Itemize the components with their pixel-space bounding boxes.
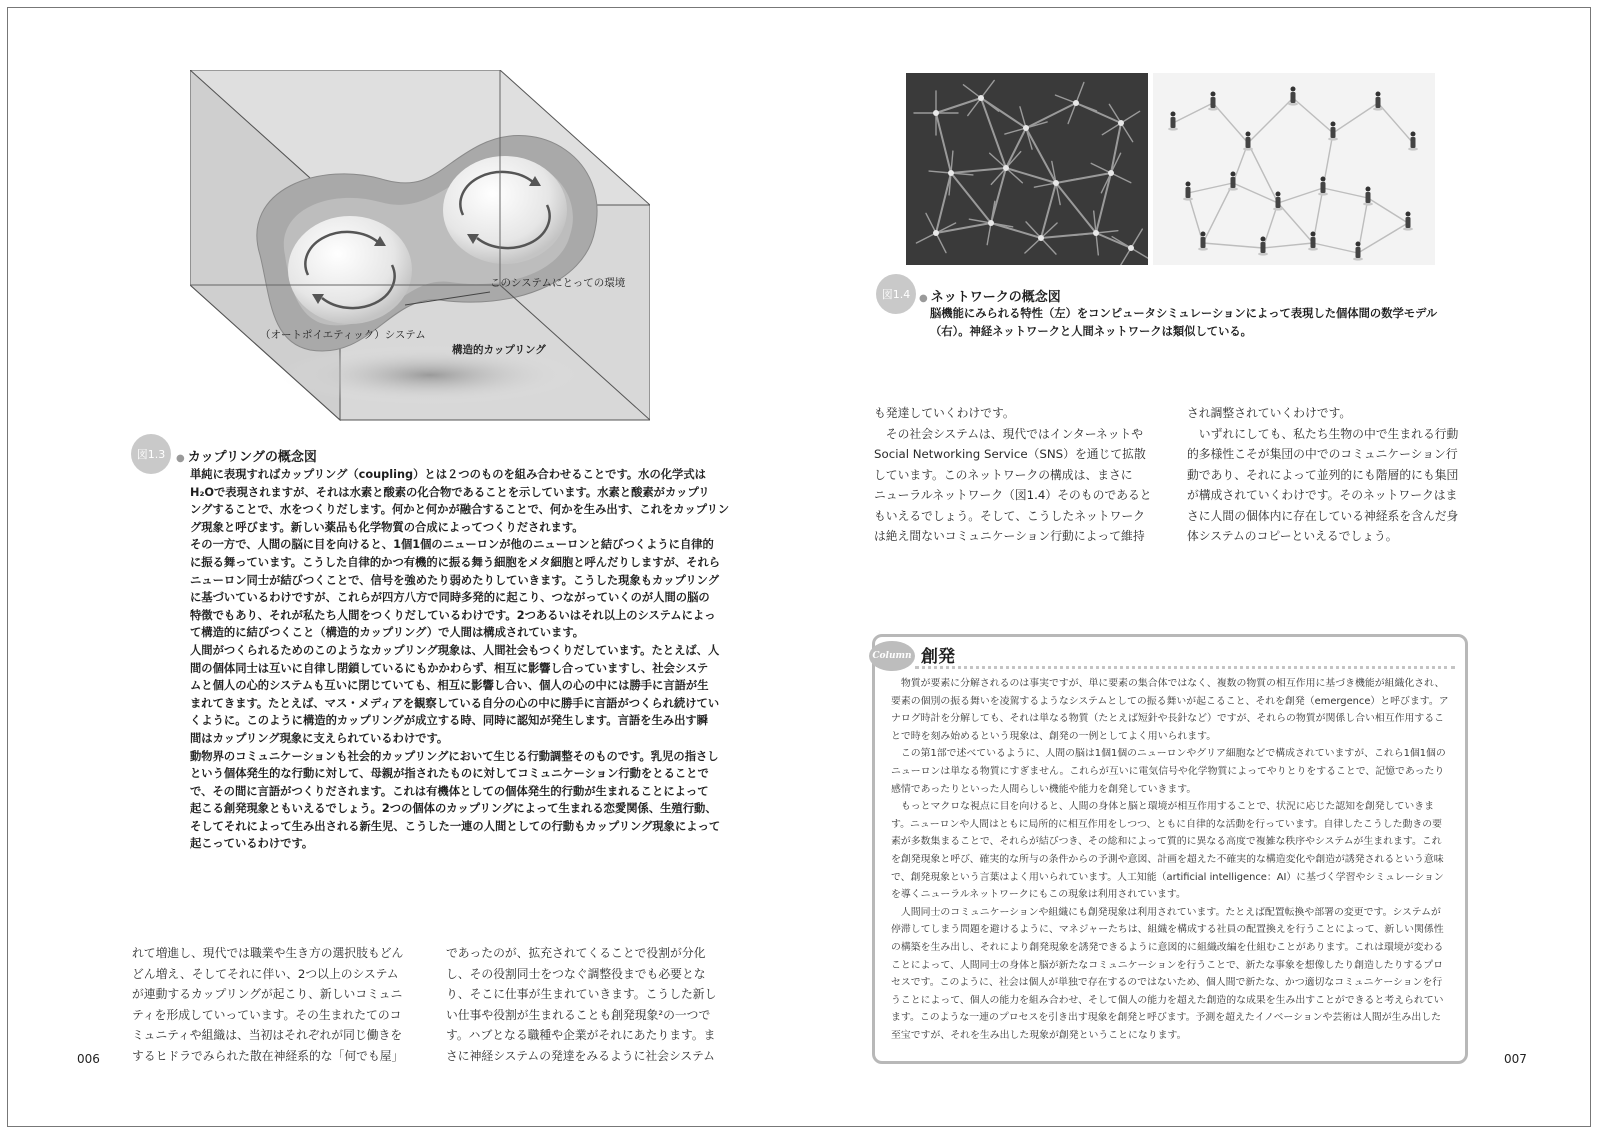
- body-line: ティを形成していっています。その生まれたてのコ: [132, 1007, 402, 1022]
- caption-line: で、その間に言語がつくりだされます。これは有機体としての個体発生的行動が生まれることによって: [190, 784, 709, 798]
- caption-line: 間の個体同士は互いに自律し閉鎖しているにもかかわらず、相互に影響し合っていますし、社会システ: [190, 661, 709, 675]
- figure-caption: [930, 305, 1490, 340]
- column-paragraph: 人間同士のコミュニケーションや組織にも創発現象は利用されています。たとえば配置転換や部署の変更です。システムが停滞してしまう問題を避けるように、マネジャーたちは、組織を構成する社員の配置換えを行うことによって、新しい関係性の構築を生み出し、それにより創発現象を誘発できるように意図的に組織改編を仕組むことがあります。これは環境が変わることによって、人間同士の身体と脳が新たなコミュニケーションを行うことで、新たな事象を想像したり創造したりするプロセスです。このように、社会は個人が単独で存在するのではないため、個人間で新たな、かつ適切なコミュニケーションを行うことによって、個人の能力を組み合わせ、そして個人の能力を超えた創造的な成果を生み出すことができると考えられています。このような一連のプロセスを引き出す現象を創発と呼びます。予測を超えたイノベーションや芸術は人間が生み出した至宝ですが、それを生み出した現象が創発ということになります。: [891, 906, 1444, 1041]
- caption-line: 間はカップリング現象に支えられているわけです。: [190, 731, 449, 745]
- figure-badge: 図1.4: [876, 274, 916, 314]
- caption-line: 起こる創発現象ともいえるでしょう。2つの個体のカップリングによって生まれる恋愛関係、生殖行動、: [190, 802, 717, 816]
- column-paragraph: この第1部で述べているように、人間の脳は1個1個のニューロンやグリア細胞などで構成されていますが、これら1個1個のニューロンは単なる物質にすぎません。これらが互いに電気信号や化学物質によってやりとりをすることで、記憶であったり感情であったりといった人間らしい機能や能力を創発していきます。: [891, 748, 1446, 795]
- label-environment: このシステムにとっての環境: [490, 277, 626, 289]
- caption-line: （右）。神経ネットワークと人間ネットワークは類似している。: [930, 324, 1252, 338]
- caption-line: そしてそれによって生み出される新生児、こうした一連の人間としての行動もカップリング現象によって: [190, 819, 721, 833]
- caption-line: という個体発生的な行動に対して、母親が指されたものに対してコミュニケーション行動をとることで: [190, 767, 709, 781]
- caption-line: その一方で、人間の脳に目を向けると、1個1個のニューロンが他のニューロンと結びつくように自律的: [190, 538, 714, 552]
- figure-title: ● ネットワークの概念図: [919, 286, 1061, 305]
- body-line: しています。このネットワークの構成は、まさに: [874, 467, 1133, 482]
- body-line: Social Networking Service（SNS）を通じて拡散: [874, 447, 1146, 461]
- body-column-left-1: [132, 943, 422, 1066]
- caption-line: ングすることで、水をつくりだします。何かと何かが融合することで、何かを生み出す、これをカップリン: [190, 503, 730, 517]
- body-line: その社会システムは、現代ではインターネットや: [874, 426, 1144, 441]
- caption-line: グ現象と呼びます。新しい薬品も化学物質の合成によってつくりだされます。: [190, 520, 584, 534]
- body-column-left-2: [446, 943, 736, 1066]
- page-number-right: 007: [1504, 1052, 1527, 1066]
- body-line: 的多様性こそが集団の中でのコミュニケーション行: [1187, 447, 1458, 461]
- body-line: 体システムのコピーといえるでしょう。: [1187, 529, 1398, 543]
- body-line: するヒドラでみられた散在神経系的な「何でも屋」: [132, 1048, 404, 1063]
- body-line: いずれにしても、私たち生物の中で生まれる行動: [1187, 426, 1459, 441]
- body-line: さに神経システムの発達をみるように社会システム: [446, 1048, 715, 1063]
- caption-line: まれてきます。たとえば、マス・メディアを観察している自分の心の中に勝手に言語がつくられ続けてい: [190, 696, 720, 710]
- caption-line: H₂Oで表現されますが、それは水素と酸素の化合物であることを示しています。水素と酸素がカップリ: [190, 485, 710, 499]
- column-title: 創発: [921, 647, 955, 667]
- column-paragraph: もっとマクロな視点に目を向けると、人間の身体と脳と環境が相互作用することで、状況に応じた認知を創発していきます。ニューロンや人間はともに局所的に相互作用をしつつ、ともに自律的な活動を行っています。自律したこうした動きの要素が多数集まることで、それらが結びつき、その総和によって質的に異なる高度で複雑な秩序やシステムが生まれます。これを創発現象と呼び、確実的な所与の条件からの予測や意図、計画を超えた不確実的な構造変化や創造が誘発されるという意味で、創発現象という言葉はよく用いられています。人工知能（artificial intelligence：AI）に基づく学習やシミュレーションを導くニューラルネットワークにもこの現象は利用されています。: [891, 801, 1444, 901]
- body-line: され調整されていくわけです。: [1187, 406, 1352, 420]
- body-line: は絶え間ないコミュニケーション行動によって維持: [874, 529, 1145, 543]
- body-line: す。ハブとなる職種や企業がそれにあたります。ま: [446, 1028, 716, 1042]
- figure-badge: 図1.3: [131, 434, 171, 474]
- body-line: れて増進し、現代では職業や生き方の選択肢もどん: [132, 946, 404, 960]
- body-line: 動であり、それによって並列的にも階層的にも集団: [1187, 467, 1459, 482]
- neural-network-image: [906, 73, 1148, 265]
- column-divider: [915, 666, 1455, 669]
- body-line: ミュニティや組織は、当初はそれぞれが同じ働きを: [132, 1028, 403, 1042]
- caption-line: ムと個人の心的システムも互いに閉じていても、相互に影響し合い、個人の心の中には勝手に言語が生: [190, 679, 709, 693]
- body-line: さに人間の個体内に存在している神経系を含んだ身: [1187, 508, 1459, 523]
- column-body: [891, 675, 1449, 1044]
- body-line: もいえるでしょう。そして、こうしたネットワーク: [874, 508, 1145, 523]
- body-line: が連動するカップリングが起こり、新しいコミュニ: [132, 987, 403, 1001]
- caption-line: 脳機能にみられる特性（左）をコンピュータシミュレーションによって表現した個体間の数学モデル: [930, 307, 1438, 320]
- body-line: し、その役割同士をつなぐ調整役までも必要とな: [446, 966, 706, 981]
- column-paragraph: 物質が要素に分解されるのは事実ですが、単に要素の集合体ではなく、複数の物質の相互作用に基づき機能が組織化され、要素の個別の振る舞いを凌駕するようなシステムとしての振る舞いが起こること、それを創発（emergence）と呼びます。アナログ時計を分解しても、それは単なる物質（たとえば短針や長針など）ですが、それらの物質が関係し合い相互作用することで時を刻み始めるという現象は、創発の一例としてよく用いられます。: [891, 678, 1449, 742]
- caption-line: くように。このように構造的カップリングが成立する時、同時に認知が発生します。言語を生み出す瞬: [190, 714, 708, 728]
- caption-line: て構造的に結びつくこと（構造的カップリング）で人間は構成されています。: [190, 626, 585, 640]
- body-column-right-1: [874, 403, 1174, 547]
- label-coupling: 構造的カップリング: [452, 344, 546, 356]
- body-line: が構成されていくわけです。そのネットワークはま: [1187, 488, 1458, 502]
- column-box: [872, 634, 1468, 1064]
- body-line: ニューラルネットワーク（図1.4）そのものであると: [874, 488, 1152, 502]
- caption-line: 起こっているわけです。: [190, 837, 314, 851]
- caption-line: 人間がつくられるためのこのようなカップリング現象は、人間社会もつくりだしています。たとえば、人: [190, 643, 720, 657]
- body-column-right-2: [1187, 403, 1487, 547]
- label-system: （オートポイエティック）システム: [260, 329, 426, 341]
- page-number-left: 006: [77, 1052, 100, 1066]
- figure-title: ● カップリングの概念図: [176, 446, 317, 465]
- body-line: い仕事や役割が生まれることも創発現象²の一つで: [446, 1007, 711, 1022]
- caption-line: に基づいているわけですが、これらが四方八方で同時多発的に起こり、つながっていくのが人間の脳の: [190, 591, 710, 605]
- figure-caption: [190, 466, 730, 853]
- caption-line: に振る舞っています。こうした自律的かつ有機的に振る舞う細胞をメタ細胞と呼んだりしますが、それら: [190, 555, 721, 569]
- column-badge: Column: [869, 641, 915, 671]
- body-line: も発達していくわけです。: [874, 406, 1015, 420]
- body-line: り、そこに仕事が生まれていきます。こうした新し: [446, 987, 717, 1001]
- caption-line: ニューロン同士が結びつくことで、信号を強めたり弱めたりしていきます。こうした現象もカップリング: [190, 573, 720, 587]
- caption-line: 特徴でもあり、それが私たち人間をつくりだしているわけです。2つあるいはそれ以上のシステムによっ: [190, 608, 716, 622]
- body-line: どん増え、そしてそれに伴い、2つ以上のシステム: [132, 966, 399, 981]
- coupling-diagram: [190, 70, 650, 430]
- human-network-image: [1153, 73, 1435, 265]
- caption-line: 単純に表現すればカップリング（coupling）とは２つのものを組み合わせることです。水の化学式は: [190, 468, 706, 481]
- caption-line: 動物界のコミュニケーションも社会的カップリングにおいて生じる行動調整そのものです。乳児の指さし: [190, 749, 719, 763]
- body-line: であったのが、拡充されてくることで役割が分化: [446, 946, 706, 960]
